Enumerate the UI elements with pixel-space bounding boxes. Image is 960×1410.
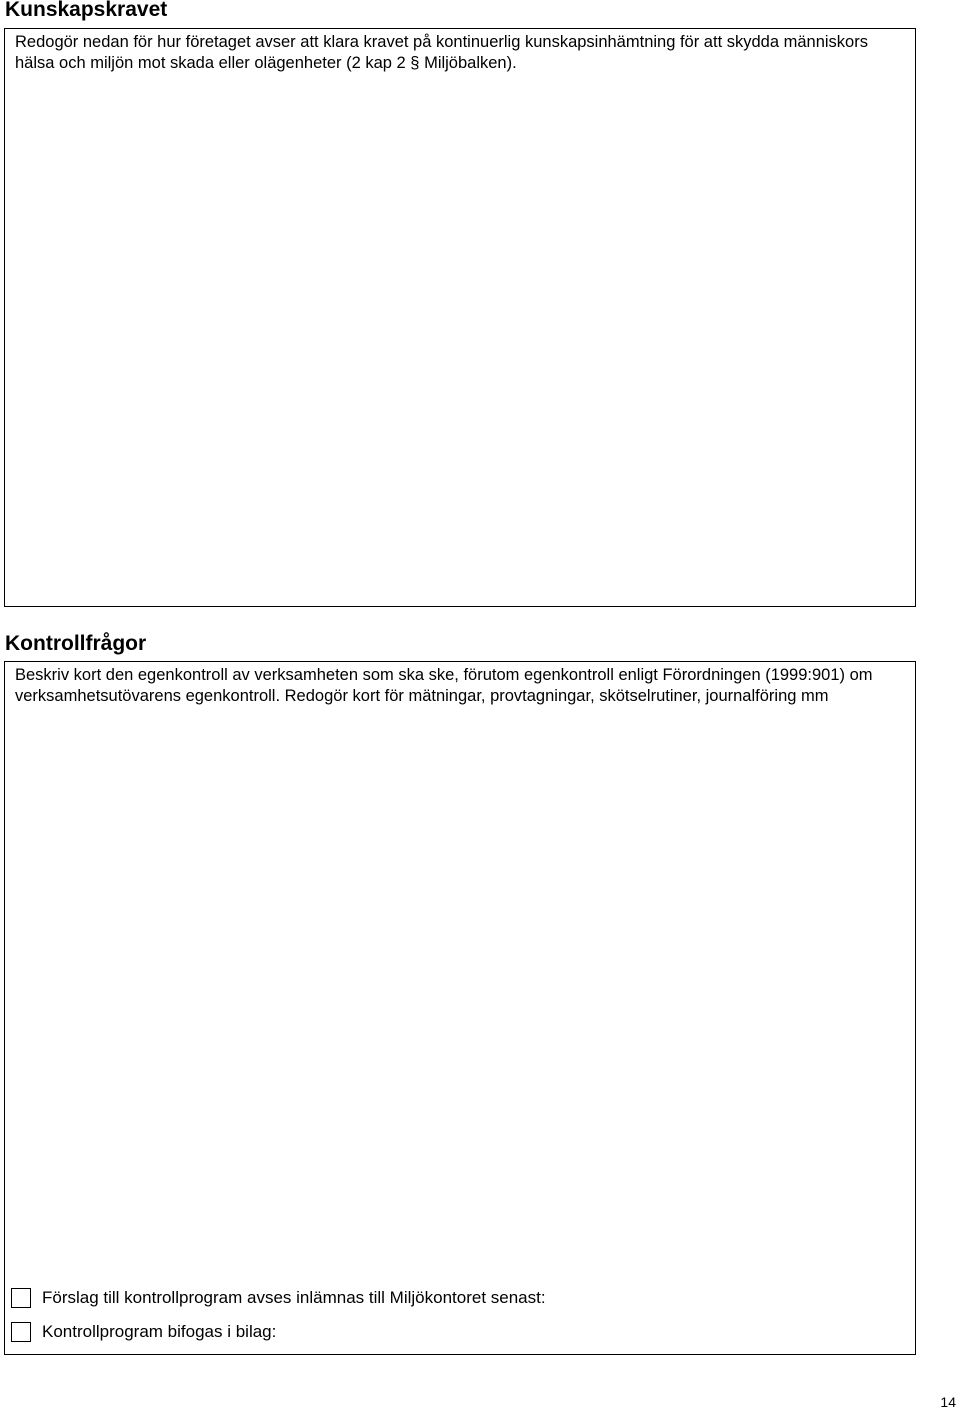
section-title-kontrollfragor: Kontrollfrågor: [5, 632, 147, 655]
checkbox-row-kontrollprogram-bifogas: [11, 1320, 276, 1344]
section-title-kunskapskravet: Kunskapskravet: [5, 0, 168, 21]
kontrollfragor-instruction: Beskriv kort den egenkontroll av verksamheten som ska ske, förutom egenkontroll enligt Förordningen (1999:901) om verksamhetsutövarens egenkontroll. Redogör kort för mätningar, provtagningar, skötselrutiner, journalföring mm: [15, 666, 873, 705]
kunskapskravet-answer-box[interactable]: [4, 28, 916, 607]
kontrollprogram-inlamnas-label: Förslag till kontrollprogram avses inlämnas till Miljökontoret senast:: [42, 1288, 546, 1307]
checkbox-row-kontrollprogram-inlamnas: [11, 1286, 546, 1310]
page-number: 14: [940, 1394, 956, 1410]
kunskapskravet-instruction: Redogör nedan för hur företaget avser att klara kravet på kontinuerlig kunskapsinhämtning för att skydda människors hälsa och miljön mot skada eller olägenheter (2 kap 2 § Miljöbalken).: [15, 33, 868, 72]
kontrollprogram-bifogas-label: Kontrollprogram bifogas i bilag:: [42, 1322, 277, 1341]
kontrollprogram-bifogas-checkbox[interactable]: [11, 1322, 31, 1342]
kontrollprogram-inlamnas-checkbox[interactable]: [11, 1288, 31, 1308]
kontrollfragor-answer-box[interactable]: [4, 661, 916, 1355]
